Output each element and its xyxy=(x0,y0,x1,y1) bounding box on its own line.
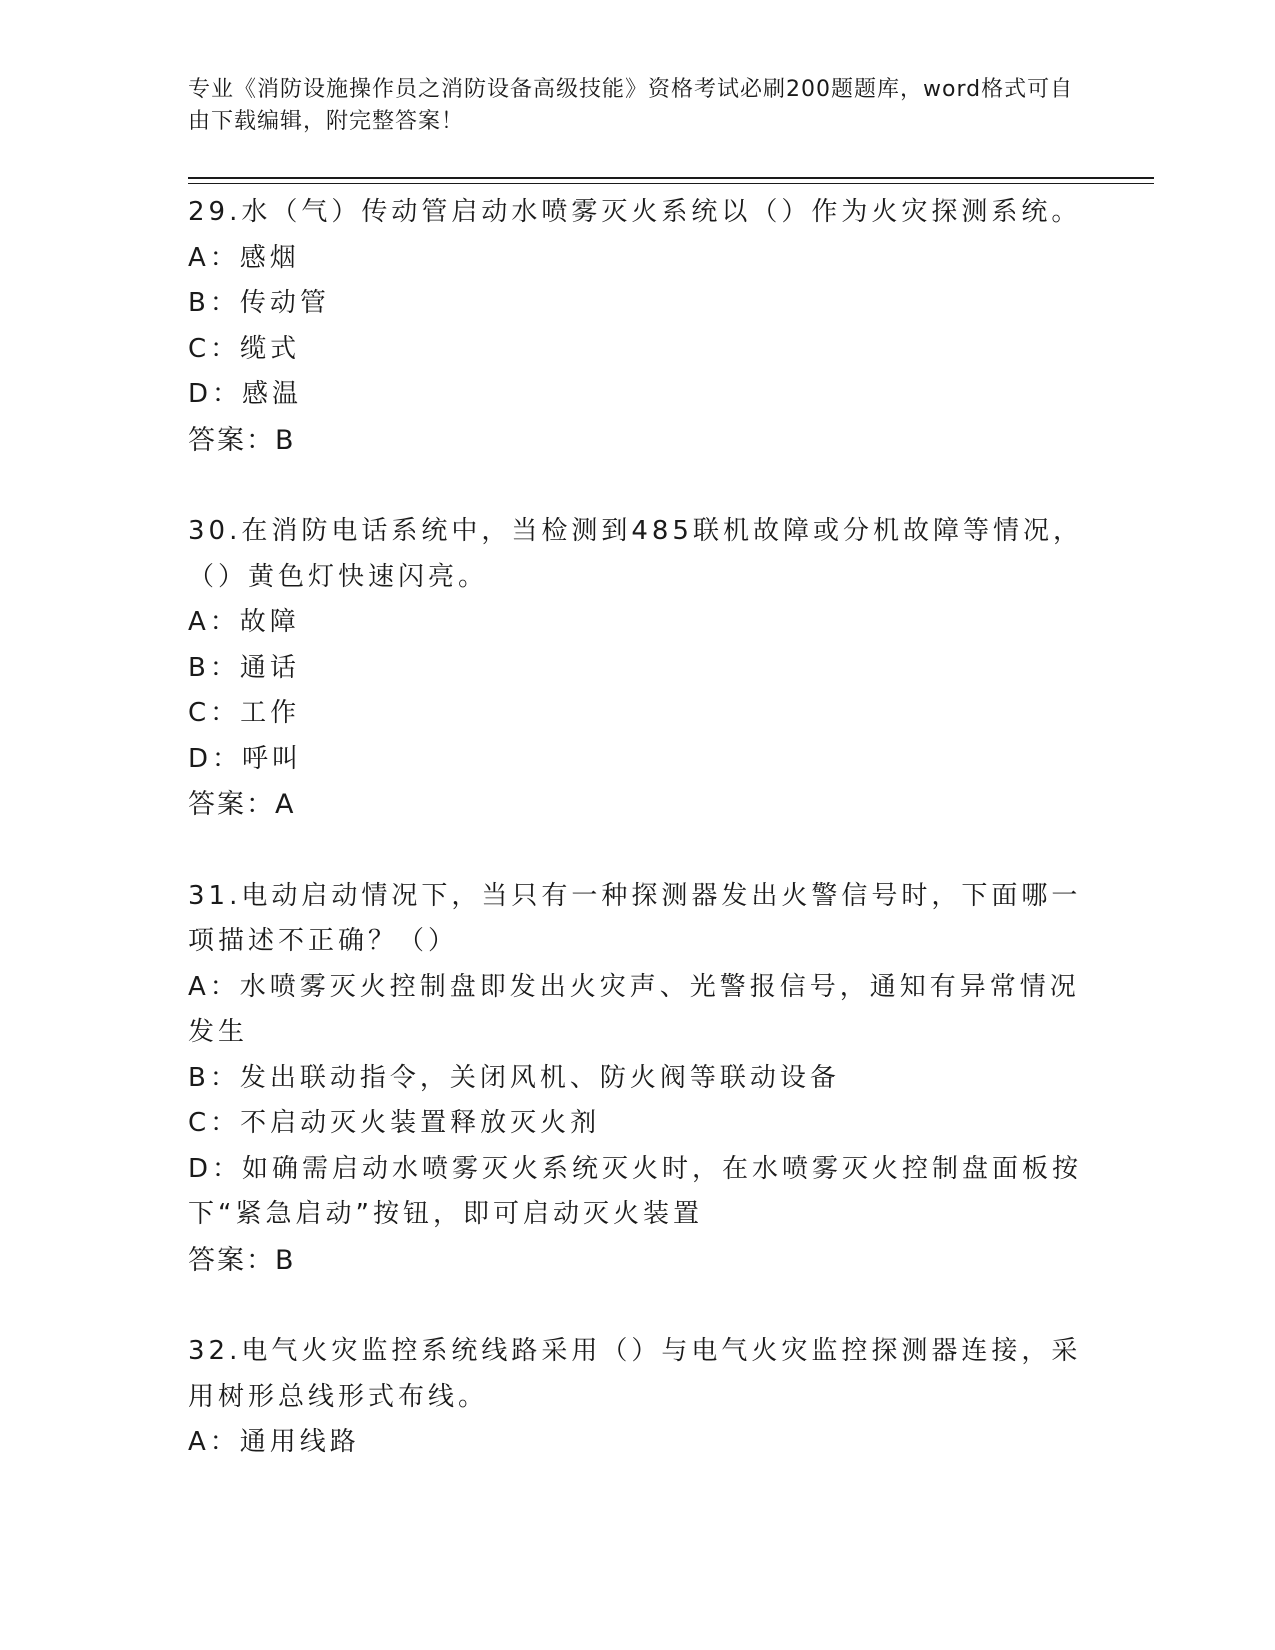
option-d: D：呼叫 xyxy=(188,743,303,774)
question-stem: 29.水（气）传动管启动水喷雾灭火系统以（）作为火灾探测系统。 xyxy=(188,197,1082,227)
document-header: 专业《消防设施操作员之消防设备高级技能》资格考试必刷200题题库，word格式可自由下载编辑，附完整答案！ xyxy=(188,77,1074,134)
question-30 xyxy=(188,509,1088,828)
question-32 xyxy=(188,1329,1088,1466)
question-list xyxy=(188,190,1088,1512)
header-rule-thin xyxy=(188,183,1154,184)
question-stem: 30.在消防电话系统中，当检测到485联机故障或分机故障等情况，（）黄色灯快速闪亮。 xyxy=(188,516,1083,592)
question-29 xyxy=(188,190,1088,463)
option-a: A：故障 xyxy=(188,607,300,637)
question-stem: 31.电动启动情况下，当只有一种探测器发出火警信号时，下面哪一项描述不正确？（） xyxy=(188,880,1082,956)
header-rule-thick xyxy=(188,177,1154,179)
question-31 xyxy=(188,874,1088,1284)
option-d: D：感温 xyxy=(188,379,303,409)
answer: 答案：B xyxy=(188,1244,296,1276)
option-a: A：通用线路 xyxy=(188,1427,360,1457)
answer: 答案：A xyxy=(188,789,296,820)
option-b: B：传动管 xyxy=(188,288,330,318)
option-a: A：感烟 xyxy=(188,242,300,273)
answer: 答案：B xyxy=(188,424,296,456)
option-d: D：如确需启动水喷雾灭火系统灭火时，在水喷雾灭火控制盘面板按下“紧急启动”按钮，即可启动灭火装置 xyxy=(188,1153,1083,1229)
option-a: A：水喷雾灭火控制盘即发出火灾声、光警报信号，通知有异常情况发生 xyxy=(188,971,1080,1047)
option-c: C：缆式 xyxy=(188,333,301,364)
option-b: B：发出联动指令，关闭风机、防火阀等联动设备 xyxy=(188,1062,840,1093)
option-c: C：不启动灭火装置释放灭火剂 xyxy=(188,1108,601,1138)
question-stem: 32.电气火灾监控系统线路采用（）与电气火灾监控探测器连接，采用树形总线形式布线。 xyxy=(188,1336,1082,1412)
option-c: C：工作 xyxy=(188,698,301,728)
option-b: B：通话 xyxy=(188,652,300,683)
